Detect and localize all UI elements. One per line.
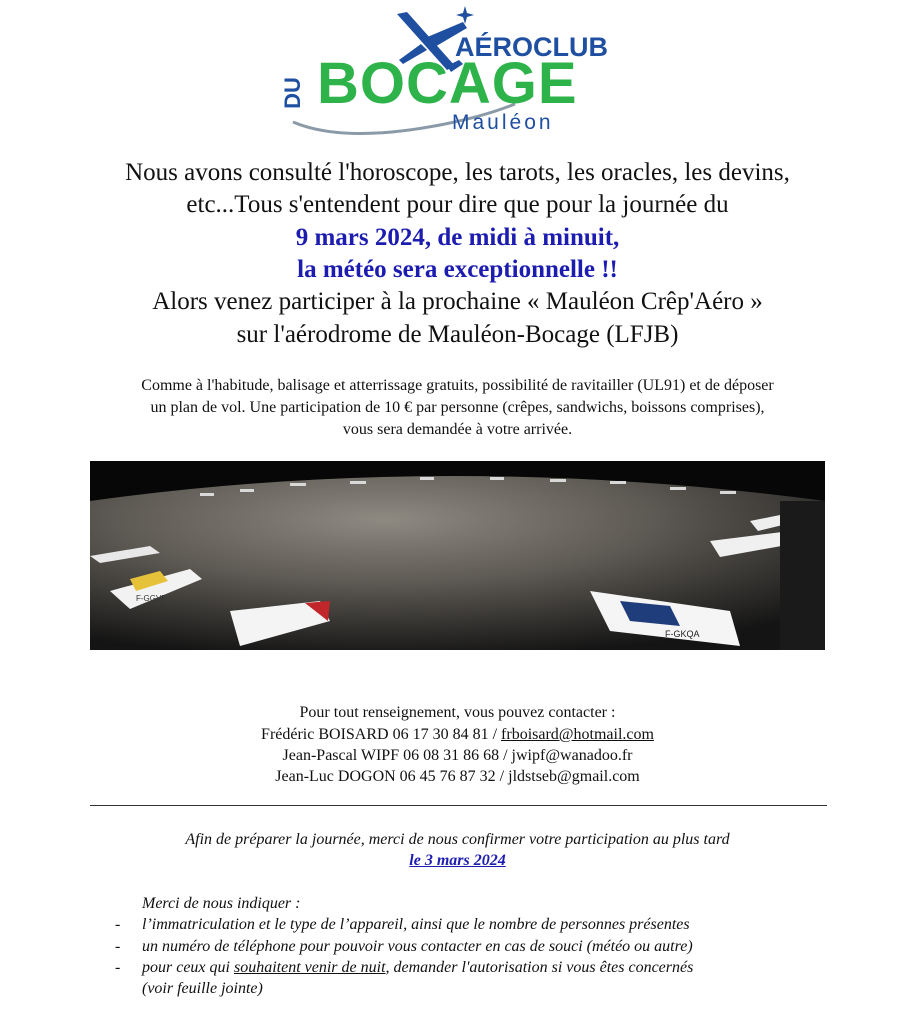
contact-heading: Pour tout renseignement, vous pouvez contacter :: [299, 704, 616, 721]
intro-line-2: etc...Tous s'entendent pour dire que pour la journée du: [186, 191, 729, 218]
contact-person-1-email[interactable]: frboisard@hotmail.com: [501, 726, 654, 743]
weather-highlight: la météo sera exceptionnelle !!: [297, 256, 618, 283]
intro-line-4: sur l'aérodrome de Mauléon-Bocage (LFJB): [236, 321, 679, 348]
contact-person-2-email[interactable]: jwipf@wanadoo.fr: [511, 747, 633, 764]
logo-city-text: Mauléon: [452, 111, 554, 134]
night-airfield-photo: [90, 461, 825, 650]
contact-person-2-info: Jean-Pascal WIPF 06 08 31 86 68 /: [282, 747, 512, 764]
registration-right: F-GKQA: [665, 629, 700, 639]
logo: [279, 4, 625, 138]
contact-person-1-info: Frédéric BOISARD 06 17 30 84 81 /: [261, 726, 502, 743]
details-line-3: vous sera demandée à votre arrivée.: [342, 421, 573, 438]
list-item-continuation: (voir feuille jointe): [142, 980, 263, 997]
list-item: - un numéro de téléphone pour pouvoir vous contacter en cas de souci (météo ou autre): [115, 938, 693, 955]
contact-person-3-info: Jean-Luc DOGON 06 45 76 87 32 /: [275, 768, 509, 785]
details-line-1: Comme à l'habitude, balisage et atterrissage gratuits, possibilité de ravitailler (UL91) et de déposer: [141, 377, 774, 394]
intro-line-1: Nous avons consulté l'horoscope, les tarots, les oracles, les devins,: [125, 159, 790, 186]
horizontal-divider: [90, 805, 827, 806]
logo-aeroclub-text: AÉROCLUB: [455, 32, 608, 62]
deadline-row: [0, 850, 915, 872]
list-item: - pour ceux qui souhaitent venir de nuit, demander l'autorisation si vous êtes concernés: [115, 959, 694, 976]
list-item: - l’immatriculation et le type de l’appareil, ainsi que le nombre de personnes présentes: [115, 916, 690, 933]
contact-person-3-email[interactable]: jldstseb@gmail.com: [508, 768, 640, 785]
ask-heading: Merci de nous indiquer :: [142, 895, 301, 912]
contact-person-1: [0, 724, 915, 746]
date-highlight: 9 mars 2024, de midi à minuit,: [295, 224, 620, 251]
contact-person-2: [0, 745, 915, 767]
contact-person-3: [0, 766, 915, 788]
intro-line-3: Alors venez participer à la prochaine « Mauléon Crêp'Aéro »: [152, 288, 763, 315]
deadline-date: le 3 mars 2024: [409, 852, 506, 869]
registration-left: F-GGVF: [136, 594, 167, 603]
confirm-line: Afin de préparer la journée, merci de nous confirmer votre participation au plus tard: [185, 831, 730, 848]
logo-bocage-text: BOCAGE: [317, 51, 578, 116]
details-line-2: un plan de vol. Une participation de 10 € par personne (crêpes, sandwichs, boissons comprises),: [150, 399, 765, 416]
logo-du-text: DU: [279, 77, 305, 109]
